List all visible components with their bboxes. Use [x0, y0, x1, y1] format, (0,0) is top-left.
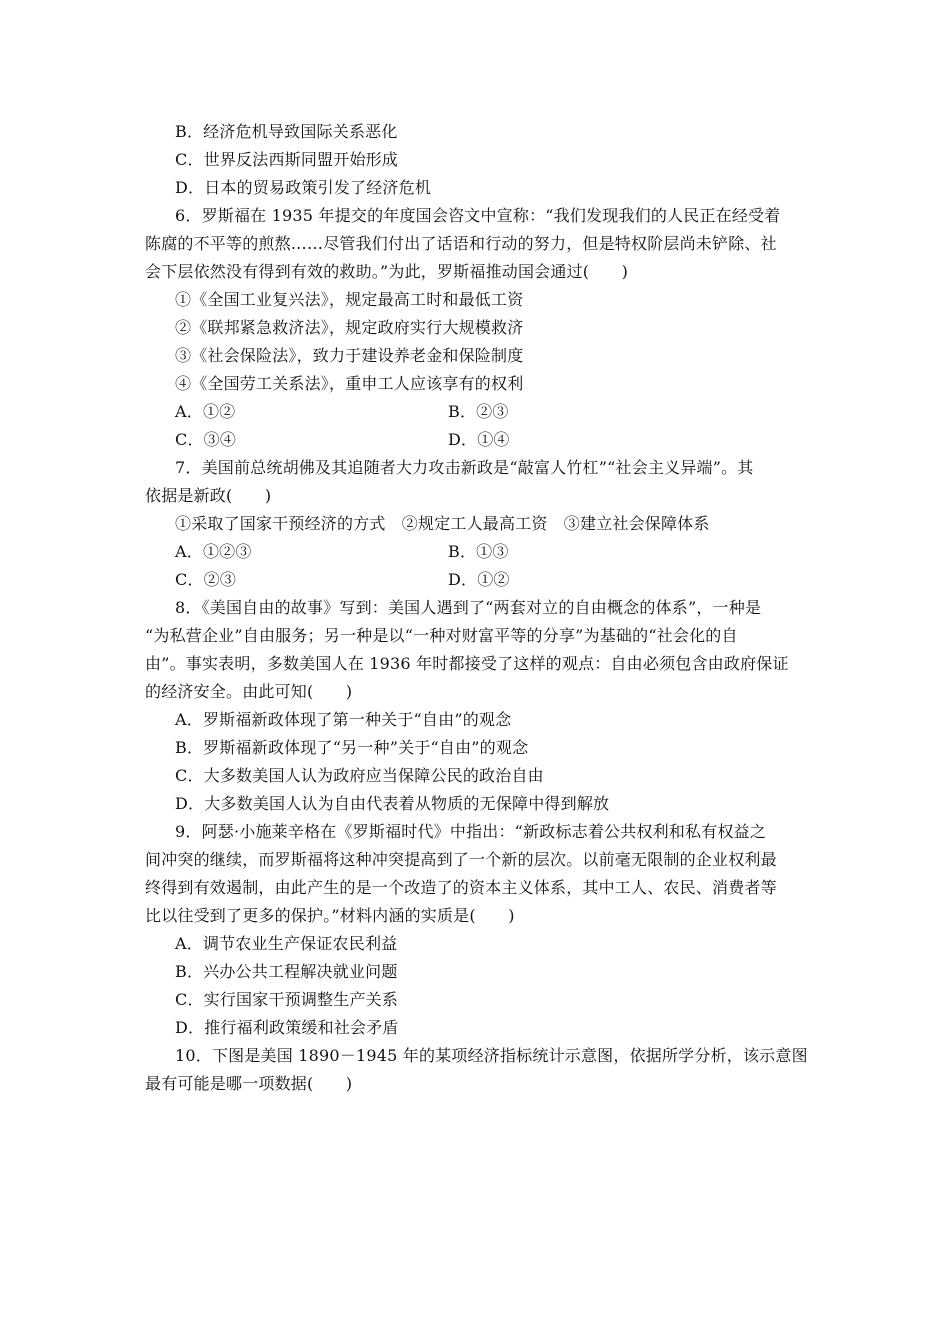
q8-stem-line2: “为私营企业”自由服务；另一种是以“一种对财富平等的分享”为基础的“社会化的自: [145, 626, 738, 645]
q6-item-1: ①《全国工业复兴法》，规定最高工时和最低工资: [175, 290, 524, 309]
q9-option-b: B．兴办公共工程解决就业问题: [175, 962, 398, 981]
q7-option-a: A．①②③: [175, 542, 252, 561]
q7-stem-line1: 7．美国前总统胡佛及其追随者大力攻击新政是“敲富人竹杠”“社会主义异端”。其: [175, 458, 754, 477]
q5-option-c: C．世界反法西斯同盟开始形成: [175, 150, 399, 169]
q8-option-b: B．罗斯福新政体现了“另一种”关于“自由”的观念: [175, 738, 529, 757]
q9-stem-line3: 终得到有效遏制，由此产生的是一个改造了的资本主义体系，其中工人、农民、消费者等: [145, 878, 777, 897]
q9-stem-line1: 9．阿瑟·小施莱辛格在《罗斯福时代》中指出：“新政标志着公共权利和私有权益之: [175, 822, 767, 841]
q9-stem-line4: 比以往受到了更多的保护。”材料内涵的实质是( ): [145, 906, 515, 925]
q6-option-b: B．②③: [448, 402, 509, 421]
q8-stem-line1: 8．《美国自由的故事》写到：美国人遇到了“两套对立的自由概念的体系”，一种是: [175, 598, 762, 617]
q9-stem-line2: 间冲突的继续，而罗斯福将这种冲突提高到了一个新的层次。以前毫无限制的企业权利最: [145, 850, 777, 869]
q6-option-d: D．①④: [448, 430, 510, 449]
q10-stem-line2: 最有可能是哪一项数据( ): [145, 1074, 353, 1093]
q7-stem-line2: 依据是新政( ): [145, 486, 272, 505]
q9-option-a: A．调节农业生产保证农民利益: [175, 934, 398, 953]
q6-option-a: A．①②: [175, 402, 236, 421]
q9-option-c: C．实行国家干预调整生产关系: [175, 990, 399, 1009]
q6-option-c: C．③④: [175, 430, 237, 449]
q10-stem-line1: 10．下图是美国 1890－1945 年的某项经济指标统计示意图，依据所学分析，该示意图: [175, 1046, 808, 1065]
q6-item-2: ②《联邦紧急救济法》，规定政府实行大规模救济: [175, 318, 524, 337]
q6-stem-line1: 6．罗斯福在 1935 年提交的年度国会咨文中宣称：“我们发现我们的人民正在经受着: [175, 206, 781, 225]
q6-item-3: ③《社会保险法》，致力于建设养老金和保险制度: [175, 346, 524, 365]
q7-items: ①采取了国家干预经济的方式 ②规定工人最高工资 ③建立社会保障体系: [175, 514, 710, 533]
q6-stem-line2: 陈腐的不平等的煎熬……尽管我们付出了话语和行动的努力，但是特权阶层尚未铲除、社: [145, 234, 777, 253]
q7-option-c: C．②③: [175, 570, 237, 589]
q7-option-d: D．①②: [448, 570, 510, 589]
q8-stem-line4: 的经济安全。由此可知( ): [145, 682, 353, 701]
q9-option-d: D．推行福利政策缓和社会矛盾: [175, 1018, 399, 1037]
q5-option-d: D．日本的贸易政策引发了经济危机: [175, 178, 432, 197]
q8-stem-line3: 由”。事实表明，多数美国人在 1936 年时都接受了这样的观点：自由必须包含由政府保证: [145, 654, 789, 673]
q8-option-c: C．大多数美国人认为政府应当保障公民的政治自由: [175, 766, 544, 785]
q5-option-b: B．经济危机导致国际关系恶化: [175, 122, 398, 141]
q8-option-d: D．大多数美国人认为自由代表着从物质的无保障中得到解放: [175, 794, 610, 813]
q6-item-4: ④《全国劳工关系法》，重申工人应该享有的权利: [175, 374, 524, 393]
q7-option-b: B．①③: [448, 542, 509, 561]
q8-option-a: A．罗斯福新政体现了第一种关于“自由”的观念: [175, 710, 512, 729]
q6-stem-line3: 会下层依然没有得到有效的救助。”为此，罗斯福推动国会通过( ): [145, 262, 629, 281]
